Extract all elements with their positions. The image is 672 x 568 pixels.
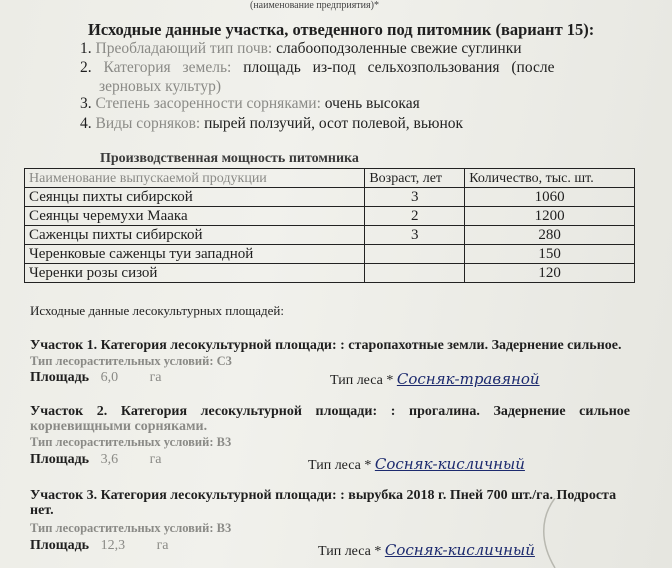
plot-2-description-cont: корневищными сорняками. <box>30 419 208 434</box>
product-name: Черенки розы сизой <box>25 264 365 283</box>
item-label: Виды сорняков: <box>95 115 201 132</box>
plot-2-forest-type <box>308 455 525 474</box>
item-number: 1. <box>80 40 92 57</box>
section-heading: Исходные данные участка, отведенного под питомник (вариант 15): <box>88 20 595 39</box>
plot-2-conditions: Тип лесорастительных условий: В3 <box>30 435 232 449</box>
plot-1-forest-type <box>330 370 540 389</box>
product-name: Сеянцы пихты сибирской <box>25 188 365 207</box>
forest-type-label: Тип леса * <box>318 544 382 559</box>
forest-type-label: Тип леса * <box>308 458 372 473</box>
area-label: Площадь <box>30 452 90 467</box>
header-age: Возраст, лет <box>365 169 465 188</box>
table-row <box>25 207 635 226</box>
table-row <box>25 188 635 207</box>
plot-3-conditions: Тип лесорастительных условий: В3 <box>30 521 232 535</box>
area-label: Площадь <box>30 370 90 385</box>
plot-2-description: Участок 2. Категория лесокультурной площади: : прогалина. Задернение сильное <box>30 404 630 419</box>
product-quantity: 1200 <box>465 207 635 226</box>
header-product: Наименование выпускаемой продукции <box>25 169 365 188</box>
forest-type-handwritten: Сосняк-кисличный <box>374 455 525 473</box>
area-value: 3,6 <box>100 452 119 467</box>
area-unit: га <box>156 538 169 553</box>
product-quantity: 1060 <box>465 188 635 207</box>
item-number: 2. <box>80 59 92 76</box>
product-age: 3 <box>365 226 465 245</box>
plot-3-forest-type <box>318 541 535 560</box>
plots-section-title: Исходные данные лесокультурных площадей: <box>30 303 284 318</box>
item-value: очень высокая <box>324 95 420 112</box>
production-table-title: Производственная мощность питомника <box>100 151 359 166</box>
area-value: 12,3 <box>100 538 126 553</box>
item-value: пырей ползучий, осот полевой, вьюнок <box>204 115 464 132</box>
paper-fold-mark <box>510 498 600 568</box>
product-quantity: 280 <box>465 226 635 245</box>
plot-1-conditions: Тип лесорастительных условий: С3 <box>30 354 232 368</box>
item-number: 4. <box>80 115 92 132</box>
list-item-4 <box>80 115 463 133</box>
item-value: слабооподзоленные свежие суглинки <box>276 40 522 57</box>
plot-1-description: Участок 1. Категория лесокультурной площади: : старопахотные земли. Задернение сильное. <box>30 338 622 353</box>
list-item-2 <box>80 59 625 77</box>
item-label: Степень засоренности сорняками: <box>95 95 321 112</box>
plot-3-description: Участок 3. Категория лесокультурной площади: : вырубка 2018 г. Пней 700 шт./га. Подроста <box>30 488 617 503</box>
forest-type-label: Тип леса * <box>330 373 394 388</box>
plot-1-area <box>30 370 162 386</box>
product-name: Сеянцы черемухи Маака <box>25 207 365 226</box>
list-item-3 <box>80 95 420 113</box>
enterprise-caption: (наименование предприятия)* <box>250 0 379 11</box>
product-age: 2 <box>365 207 465 226</box>
area-unit: га <box>149 452 162 467</box>
plot-3-area <box>30 538 169 554</box>
table-row <box>25 264 635 283</box>
forest-type-handwritten: Сосняк-кисличный <box>384 541 535 559</box>
area-label: Площадь <box>30 538 90 553</box>
product-name: Черенковые саженцы туи западной <box>25 245 365 264</box>
item-label: Преобладающий тип почв: <box>95 40 273 57</box>
list-item-1 <box>80 40 522 58</box>
header-quantity: Количество, тыс. шт. <box>465 169 635 188</box>
table-header-row <box>25 169 635 188</box>
area-value: 6,0 <box>100 370 119 385</box>
plot-2-area <box>30 452 162 468</box>
product-age: 3 <box>365 188 465 207</box>
product-age <box>365 245 465 264</box>
product-quantity: 150 <box>465 245 635 264</box>
production-table <box>24 168 635 283</box>
table-row <box>25 226 635 245</box>
item-label: Категория земель: <box>103 59 232 76</box>
product-name: Саженцы пихты сибирской <box>25 226 365 245</box>
product-age <box>365 264 465 283</box>
plot-3-description-cont: нет. <box>30 503 54 518</box>
item-number: 3. <box>80 95 92 112</box>
item-value: площадь из-под сельхозпользования (после <box>243 59 555 76</box>
list-item-2-continuation: зерновых культур) <box>99 78 221 95</box>
table-row <box>25 245 635 264</box>
area-unit: га <box>149 370 162 385</box>
forest-type-handwritten: Сосняк-травяной <box>396 370 540 388</box>
product-quantity: 120 <box>465 264 635 283</box>
